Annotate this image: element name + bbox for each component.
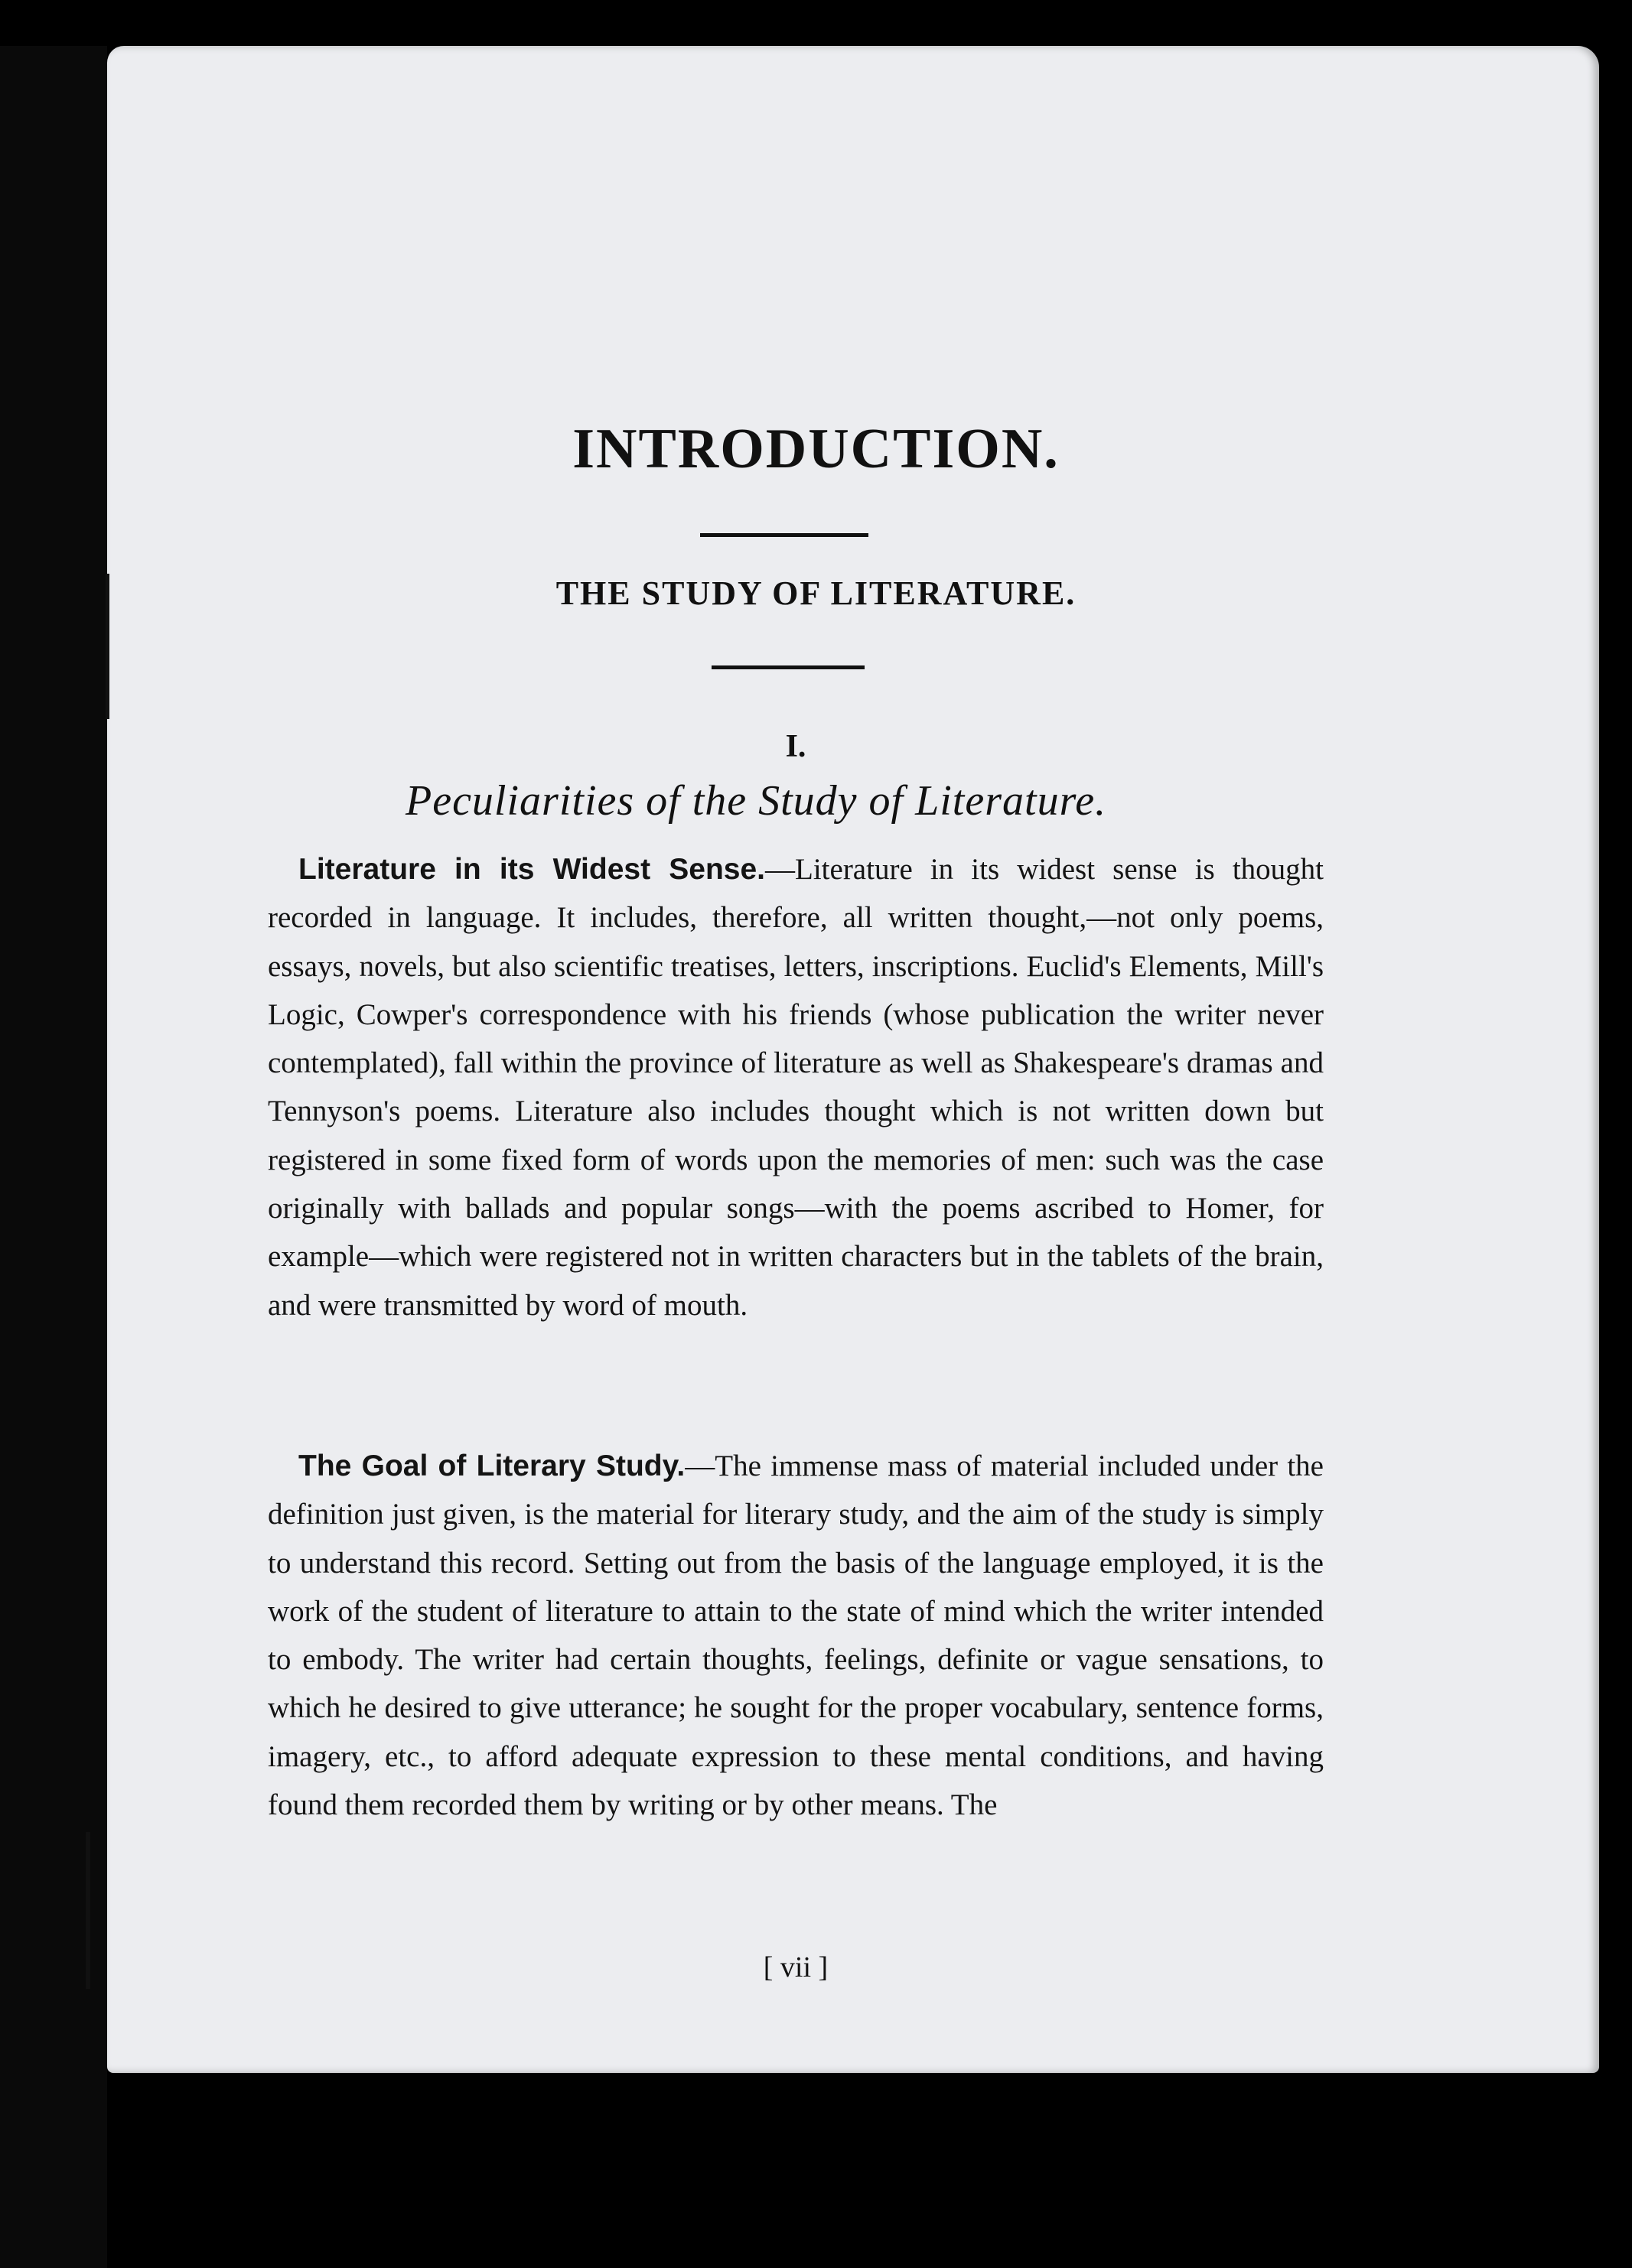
page-subtitle: THE STUDY OF LITERATURE. [555,574,1077,612]
paragraph-widest-sense [268,845,1324,1329]
paragraph-goal [268,1442,1324,1829]
page-title: INTRODUCTION. [572,418,1060,480]
paragraph-lead: Literature in its Widest Sense. [298,853,766,886]
section-title: Peculiarities of the Study of Literature. [406,777,1107,825]
subtitle-rule [712,665,865,669]
title-rule [700,533,868,537]
paragraph-lead: The Goal of Literary Study. [298,1450,686,1482]
facing-page-edge [0,46,107,2268]
paragraph-body: —Literature in its widest sense is thought recorded in language. It includes, therefore, all written thought,—not only poems, essays, novels, but also scientific treatises, letters, inscriptions. Euclid's Elements, Mill's Logic, Cowper's correspondence with his friends (whose publication the writer never contemplated), fall within the province of literature as well as Shakespeare's dramas and Tennyson's poems. Literature also includes thought which is not written down but registered in some fixed form of words upon the memories of men: such was the case originally with ballads and popular songs—with the poems ascribed to Homer, for example—which were registered not in written characters but in the tablets of the brain, and were transmitted by word of mouth. [268,853,1324,1322]
paragraph-body: —The immense mass of material included under the definition just given, is the material for literary study, and the aim of the study is simply to understand this record. Setting out from the basis of the language employed, it is the work of the student of literature to attain to the state of mind which the writer intended to embody. The writer had certain thoughts, feelings, definite or vague sensations, to which he desired to give utterance; he sought for the proper vocabulary, sentence forms, imagery, etc., to afford adequate expression to these mental conditions, and having found them recorded them by writing or by other means. The [268,1450,1324,1822]
section-number: I. [785,729,806,764]
page-number: [ vii ] [763,1951,829,1983]
